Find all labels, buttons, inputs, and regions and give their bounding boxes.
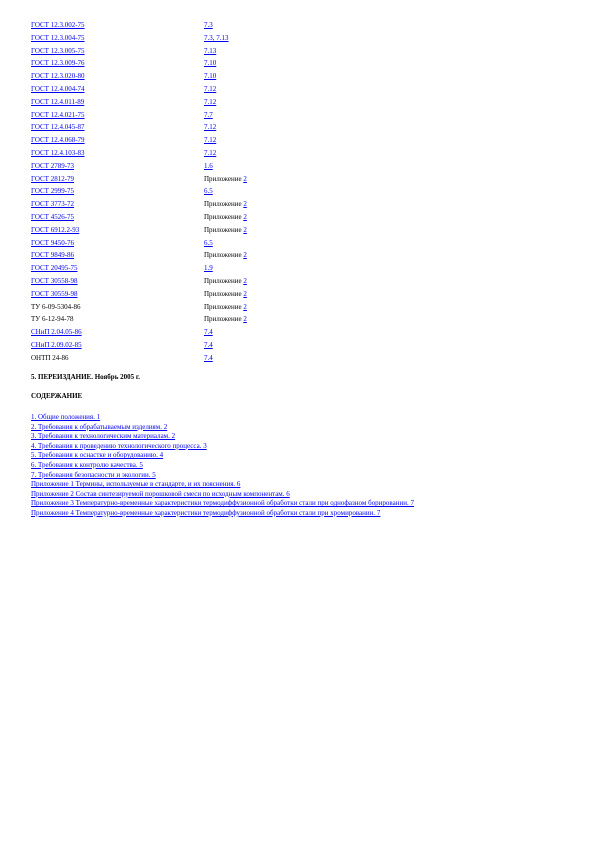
reference-doc-link[interactable]: ГОСТ 12.3.004-75 [31, 33, 85, 42]
reference-section-label: Приложение [204, 225, 244, 234]
reference-row [31, 198, 331, 211]
reference-section [204, 185, 213, 198]
reference-doc-link[interactable]: ГОСТ 30559-98 [31, 289, 78, 298]
reference-row [31, 83, 331, 96]
reference-section [204, 173, 247, 186]
reference-section-link[interactable]: 7.12 [204, 84, 217, 93]
reference-doc-link[interactable]: ГОСТ 4526-75 [31, 212, 75, 221]
reference-section [204, 19, 213, 32]
reference-section [204, 160, 213, 173]
reference-section [204, 70, 216, 83]
reference-row [31, 262, 331, 275]
reference-section-link[interactable]: 7.12 [204, 123, 217, 132]
contents-item-link[interactable]: Приложение 3 Температурно-временные характеристики термодиффузионной обработки стали при однофазном борировании. 7 [31, 499, 414, 508]
reference-row [31, 45, 331, 58]
reference-section-link[interactable]: 7.13 [204, 46, 217, 55]
reference-row [31, 134, 331, 147]
reference-section [204, 45, 216, 58]
reference-doc-link[interactable]: ГОСТ 12.3.020-80 [31, 72, 85, 81]
reference-doc-link[interactable]: ГОСТ 30558-98 [31, 276, 78, 285]
contents-item-link[interactable]: 7. Требования безопасности и экологии. 5 [31, 470, 156, 479]
reference-doc-link[interactable]: ГОСТ 2789-73 [31, 161, 75, 170]
reference-section-link[interactable]: 2 [243, 302, 247, 311]
reference-table [31, 19, 331, 365]
reference-row [31, 352, 331, 365]
reference-doc-link[interactable]: ГОСТ 12.3.009-76 [31, 59, 85, 68]
contents-heading: СОДЕРЖАНИЕ [31, 392, 83, 400]
reference-section [204, 32, 229, 45]
reference-section [204, 339, 213, 352]
reference-doc-text: ТУ 6-09-5304-86 [31, 302, 81, 311]
reference-section-label: Приложение [204, 212, 244, 221]
reference-section-link[interactable]: 1.9 [204, 264, 213, 273]
reference-section-link[interactable]: 7.4 [204, 328, 213, 337]
reference-doc-link[interactable]: ГОСТ 12.4.004-74 [31, 84, 85, 93]
contents-item-link[interactable]: Приложение 1 Термины, используемые в стандарте, и их пояснения. 6 [31, 480, 241, 489]
reference-section-link[interactable]: 7.3, 7.13 [204, 33, 229, 42]
reference-section [204, 211, 247, 224]
reference-section-link[interactable]: 1.6 [204, 161, 213, 170]
reference-row [31, 70, 331, 83]
reference-section [204, 313, 247, 326]
contents-item-link[interactable]: 3. Требования к технологическим материалам. 2 [31, 432, 176, 441]
reference-section-label: Приложение [204, 251, 244, 260]
reference-doc-link[interactable]: СНиП 2.09.02-85 [31, 340, 82, 349]
reference-row [31, 339, 331, 352]
reference-section [204, 301, 247, 314]
reference-row [31, 147, 331, 160]
reference-section-link[interactable]: 7.4 [204, 340, 213, 349]
reference-section-link[interactable]: 2 [243, 200, 247, 209]
reference-section [204, 326, 213, 339]
contents-item-link[interactable]: Приложение 2 Состав синтезируемой порошковой смеси по исходным компонентам. 6 [31, 489, 290, 498]
reference-section [204, 262, 213, 275]
reference-row [31, 57, 331, 70]
reference-doc-link[interactable]: ГОСТ 12.3.002-75 [31, 21, 85, 29]
reference-section-label: Приложение [204, 315, 244, 324]
reference-doc-link[interactable]: ГОСТ 6912.2-93 [31, 225, 80, 234]
reference-row [31, 96, 331, 109]
reference-row [31, 211, 331, 224]
reference-section-link[interactable]: 2 [243, 315, 247, 324]
reference-row [31, 313, 331, 326]
reference-row [31, 224, 331, 237]
reference-section-link[interactable]: 2 [243, 289, 247, 298]
reference-section [204, 249, 247, 262]
reference-row [31, 109, 331, 122]
reference-doc-link[interactable]: ГОСТ 3773-72 [31, 200, 75, 209]
reference-section [204, 237, 213, 250]
reference-section-link[interactable]: 7.12 [204, 97, 217, 106]
reference-doc-link[interactable]: ГОСТ 9450-76 [31, 238, 75, 247]
contents-list [31, 413, 501, 519]
reference-section-link[interactable]: 7.4 [204, 353, 213, 362]
reference-doc-text: ОНТП 24-86 [31, 353, 69, 362]
reference-section [204, 147, 216, 160]
reference-section-link[interactable]: 6.5 [204, 238, 213, 247]
contents-item-link[interactable]: 5. Требования к оснастке и оборудованию. 4 [31, 451, 164, 460]
reference-section [204, 352, 213, 365]
reference-section-label: Приложение [204, 276, 244, 285]
reference-section-link[interactable]: 7.12 [204, 148, 217, 157]
reference-section-link[interactable]: 2 [243, 212, 247, 221]
reference-section-label: Приложение [204, 302, 244, 311]
reference-row [31, 19, 331, 32]
reference-section-link[interactable]: 7.10 [204, 72, 217, 81]
reference-section [204, 198, 247, 211]
reference-section-label: Приложение [204, 174, 244, 183]
reference-section [204, 288, 247, 301]
reference-doc-link[interactable]: ГОСТ 9849-86 [31, 251, 75, 260]
reference-section-link[interactable]: 7.10 [204, 59, 217, 68]
reference-row [31, 173, 331, 186]
reference-section-link[interactable]: 2 [243, 251, 247, 260]
reference-row [31, 121, 331, 134]
reference-section [204, 96, 216, 109]
contents-item-link[interactable]: Приложение 4 Температурно-временные характеристики термодиффузионной обработки стали при хромировании. 7 [31, 508, 381, 517]
reference-doc-text: ТУ 6-12-94-78 [31, 315, 74, 324]
contents-item-link[interactable]: 4. Требования к проведению технологического процесса. 3 [31, 441, 207, 450]
reference-doc-link[interactable]: ГОСТ 2999-75 [31, 187, 75, 196]
contents-item-link[interactable]: 6. Требования к контролю качества. 5 [31, 460, 143, 469]
reference-section-link[interactable]: 7.3 [204, 21, 213, 29]
reference-row [31, 275, 331, 288]
reference-doc-link[interactable]: ГОСТ 12.4.045-87 [31, 123, 85, 132]
reference-doc-link[interactable]: СНиП 2.04.05-86 [31, 328, 82, 337]
reference-row [31, 185, 331, 198]
reference-section [204, 224, 247, 237]
reference-section [204, 275, 247, 288]
reference-row [31, 160, 331, 173]
reference-section-label: Приложение [204, 200, 244, 209]
reissue-note: 5. ПЕРЕИЗДАНИЕ. Ноябрь 2005 г. [31, 373, 141, 381]
reference-row [31, 301, 331, 314]
reference-row [31, 237, 331, 250]
reference-doc-link[interactable]: ГОСТ 12.4.103-83 [31, 148, 85, 157]
reference-doc-link[interactable]: ГОСТ 12.4.021-75 [31, 110, 85, 119]
reference-row [31, 288, 331, 301]
reference-section-link[interactable]: 2 [243, 225, 247, 234]
reference-section [204, 83, 216, 96]
reference-section-link[interactable]: 7.12 [204, 136, 217, 145]
reference-section-label: Приложение [204, 289, 244, 298]
contents-item-link[interactable]: 2. Требования к обрабатываемым изделиям. 2 [31, 422, 168, 431]
reference-doc-link[interactable]: ГОСТ 12.4.011-89 [31, 97, 85, 106]
reference-row [31, 249, 331, 262]
reference-section-link[interactable]: 2 [243, 174, 247, 183]
reference-doc-link[interactable]: ГОСТ 12.3.005-75 [31, 46, 85, 55]
reference-section [204, 109, 213, 122]
reference-section-link[interactable]: 2 [243, 276, 247, 285]
reference-doc-link[interactable]: ГОСТ 2812-79 [31, 174, 75, 183]
reference-row [31, 326, 331, 339]
reference-doc-link[interactable]: ГОСТ 20495-75 [31, 264, 78, 273]
reference-section-link[interactable]: 7.7 [204, 110, 213, 119]
reference-section [204, 57, 216, 70]
reference-section [204, 134, 216, 147]
reference-section [204, 121, 216, 134]
reference-doc-link[interactable]: ГОСТ 12.4.068-79 [31, 136, 85, 145]
reference-section-link[interactable]: 6.5 [204, 187, 213, 196]
contents-item-link[interactable]: 1. Общие положения. 1 [31, 413, 101, 421]
reference-row [31, 32, 331, 45]
